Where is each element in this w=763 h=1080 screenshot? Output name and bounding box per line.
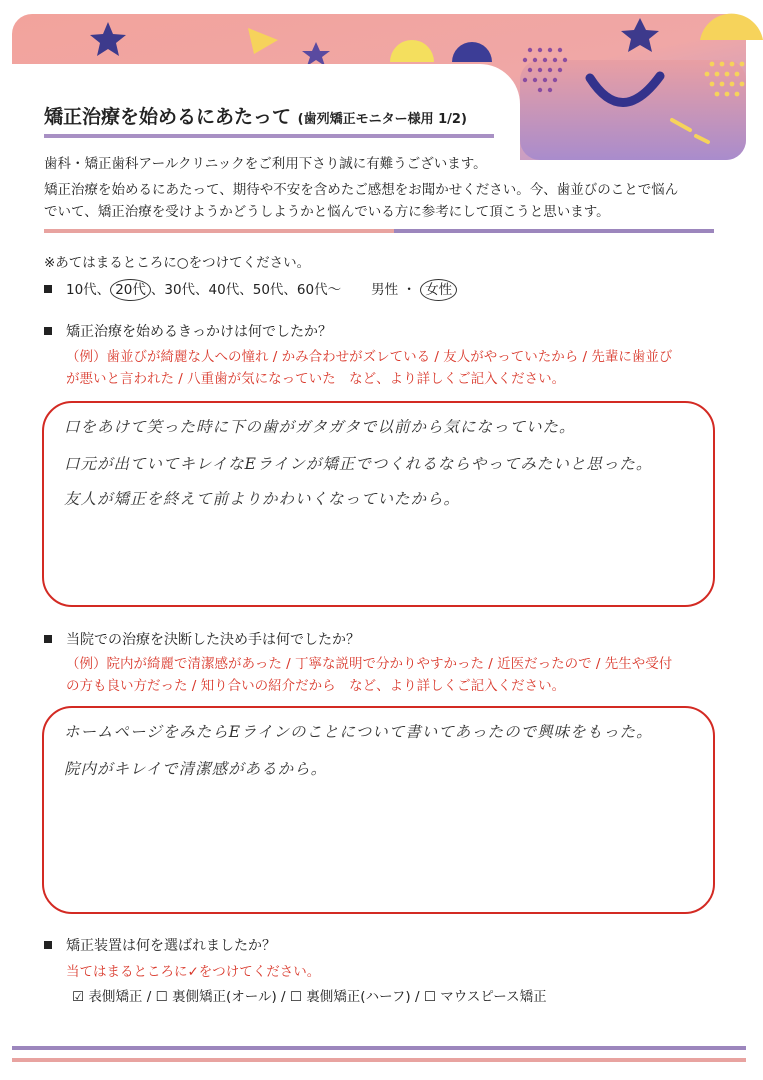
- intro-line-2: 矯正治療を始めるにあたって、期待や不安を含めたご感想をお聞かせください。今、歯並びのことで悩ん: [44, 182, 679, 198]
- option-lingual-half-checkbox[interactable]: ☐: [289, 989, 302, 1005]
- section-divider: [394, 229, 714, 233]
- question-1: [44, 321, 332, 341]
- option-front-label: 表側矯正: [88, 989, 143, 1005]
- appliance-options: [72, 986, 547, 1008]
- profile-row: [44, 279, 457, 301]
- separator: /: [281, 989, 286, 1005]
- question-3-text: 矯正装置は何を選ばれましたか？: [66, 938, 276, 954]
- question-2-example-2: の方も良い方だった / 知り合いの紹介だから など、より詳しくご記入ください。: [66, 678, 566, 694]
- intro-line-3: でいて、矯正治療を受けようかどうしようかと悩んでいる方に参考にして頂こうと思います。: [44, 204, 610, 220]
- bullet-icon: [44, 635, 52, 643]
- question-2: [44, 629, 360, 649]
- bullet-icon: [44, 327, 52, 335]
- footer-stripe-pink: [12, 1058, 746, 1062]
- gender-female-selected: 女性: [420, 279, 457, 301]
- answer-2-line-1: ホームページをみたらEラインのことについて書いてあったので興味をもった。: [64, 723, 653, 741]
- option-mouthpiece-label: マウスピース矯正: [440, 989, 547, 1005]
- question-1-example-2: が悪いと言われた / 八重歯が気になっていた など、より詳しくご記入ください。: [66, 371, 566, 387]
- question-1-example-1: （例）歯並びが綺麗な人への憧れ / かみ合わせがズレている / 友人がやっていたから / 先輩に歯並び: [66, 349, 673, 365]
- gender-male: 男性 ・: [371, 282, 416, 298]
- title-underline: [44, 134, 494, 138]
- question-1-text: 矯正治療を始めるきっかけは何でしたか？: [66, 324, 332, 340]
- title-subtitle: (歯列矯正モニター様用 1/2): [297, 112, 467, 127]
- separator: /: [414, 989, 420, 1005]
- intro-line-1: 歯科・矯正歯科アールクリニックをご利用下さり誠に有難うございます。: [44, 156, 487, 172]
- age-10: 10代、: [66, 282, 111, 298]
- answer-1-line-3: 友人が矯正を終えて前よりかわいくなっていたから。: [64, 490, 461, 508]
- option-mouthpiece-checkbox[interactable]: ☐: [423, 989, 436, 1005]
- bullet-icon: [44, 941, 52, 949]
- separator: /: [146, 989, 152, 1005]
- question-3-instruction: 当てはまるところに✓をつけてください。: [66, 964, 321, 980]
- question-3: [44, 935, 276, 955]
- option-lingual-half-label: 裏側矯正(ハーフ): [306, 989, 411, 1005]
- answer-1-line-2: 口元が出ていてキレイなEラインが矯正でつくれるならやってみたいと思った。: [64, 455, 653, 473]
- answer-1-line-1: 口をあけて笑った時に下の歯がガタガタで以前から気になっていた。: [64, 418, 576, 436]
- option-lingual-full-checkbox[interactable]: ☐: [155, 989, 168, 1005]
- answer-2-line-2: 院内がキレイで清潔感があるから。: [64, 760, 328, 778]
- bullet-icon: [44, 285, 52, 293]
- age-20-selected: 20代: [110, 279, 151, 301]
- section-divider: [44, 229, 394, 233]
- footer-stripe-purple: [12, 1046, 746, 1050]
- question-2-text: 当院での治療を決断した決め手は何でしたか？: [66, 632, 360, 648]
- option-front-checkbox[interactable]: ☑: [72, 989, 85, 1005]
- question-2-example-1: （例）院内が綺麗で清潔感があった / 丁寧な説明で分かりやすかった / 近医だったので / 先生や受付: [66, 656, 673, 672]
- age-other: 、30代、40代、50代、60代～: [150, 282, 342, 298]
- title-text: 矯正治療を始めるにあたって: [44, 106, 292, 128]
- page-title: [44, 102, 467, 129]
- profile-instruction: ※あてはまるところに○をつけてください。: [44, 255, 311, 271]
- option-lingual-full-label: 裏側矯正(オール): [171, 989, 277, 1005]
